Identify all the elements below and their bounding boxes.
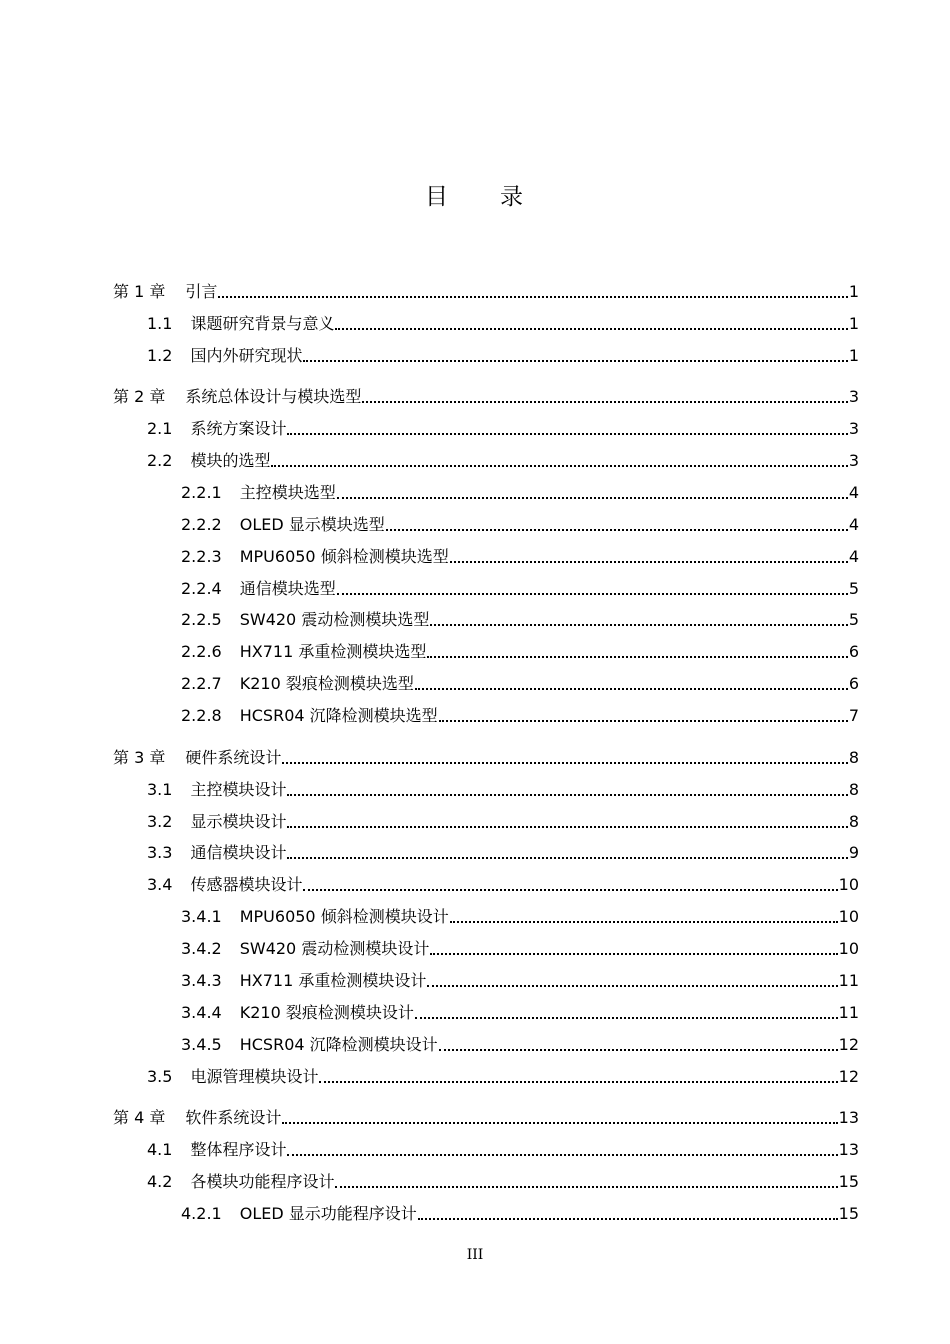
toc-entry[interactable] <box>147 342 859 366</box>
toc-entry[interactable] <box>181 479 859 503</box>
toc-dot-leader <box>362 401 847 403</box>
toc-entry-page: 1 <box>848 314 859 333</box>
toc-dot-leader <box>439 1049 838 1051</box>
toc-entry[interactable] <box>147 447 859 471</box>
toc-entry-label: K210 裂痕检测模块选型 <box>239 674 414 693</box>
toc-entry-number: 3.1 <box>147 780 173 799</box>
toc-entry[interactable] <box>113 744 859 768</box>
toc-dot-leader <box>287 433 847 435</box>
toc-entry-number: 2.1 <box>147 419 173 438</box>
toc-entry-number: 2.2.2 <box>181 515 222 534</box>
toc-entry-label: 整体程序设计 <box>190 1140 287 1159</box>
toc-dot-leader <box>439 720 848 722</box>
toc-entry-page: 8 <box>848 812 859 831</box>
toc-entry[interactable] <box>113 278 859 302</box>
toc-entry-number: 2.2.1 <box>181 483 222 502</box>
toc-entry-label: 传感器模块设计 <box>190 875 303 894</box>
toc-entry-page: 11 <box>838 971 859 990</box>
toc-dot-leader <box>319 1081 837 1083</box>
toc-dot-leader <box>415 1017 838 1019</box>
toc-dot-leader <box>287 1154 837 1156</box>
toc-entry-page: 4 <box>848 547 859 566</box>
toc-entry-page: 13 <box>838 1108 859 1127</box>
toc-entry-number: 3.4.2 <box>181 939 222 958</box>
toc-entry[interactable] <box>147 839 859 863</box>
toc-entry-number: 2.2 <box>147 451 173 470</box>
toc-entry-page: 10 <box>838 939 859 958</box>
toc-entry-label: OLED 显示功能程序设计 <box>239 1204 417 1223</box>
toc-dot-leader <box>427 985 837 987</box>
toc-entry-page: 5 <box>848 610 859 629</box>
toc-dot-leader <box>303 360 847 362</box>
toc-entry-page: 6 <box>848 642 859 661</box>
toc-entry-label: HCSR04 沉降检测模块设计 <box>239 1035 438 1054</box>
toc-entry-page: 3 <box>848 387 859 406</box>
toc-entry[interactable] <box>181 1200 859 1224</box>
toc-entry-number: 2.2.8 <box>181 706 222 725</box>
toc-entry-page: 7 <box>848 706 859 725</box>
toc-entry-page: 12 <box>838 1035 859 1054</box>
toc-dot-leader <box>415 688 848 690</box>
toc-dot-leader <box>430 953 837 955</box>
toc-entry-label: 模块的选型 <box>190 451 271 470</box>
toc-entry[interactable] <box>113 1104 859 1128</box>
toc-entry[interactable] <box>181 935 859 959</box>
toc-entry-page: 15 <box>838 1172 859 1191</box>
toc-entry-label: K210 裂痕检测模块设计 <box>239 1003 414 1022</box>
toc-dot-leader <box>287 857 847 859</box>
toc-dot-leader <box>271 465 847 467</box>
toc-entry[interactable] <box>181 903 859 927</box>
toc-entry-label: 电源管理模块设计 <box>190 1067 319 1086</box>
toc-entry-number: 3.2 <box>147 812 173 831</box>
toc-entry-number: 1.1 <box>147 314 173 333</box>
toc-entry-page: 5 <box>848 579 859 598</box>
toc-entry[interactable] <box>181 606 859 630</box>
toc-entry-label: 系统方案设计 <box>190 419 287 438</box>
toc-entry[interactable] <box>181 575 859 599</box>
toc-entry-page: 4 <box>848 515 859 534</box>
toc-dot-leader <box>287 826 847 828</box>
toc-entry-page: 10 <box>838 907 859 926</box>
toc-entry-label: 显示模块设计 <box>190 812 287 831</box>
toc-entry-page: 6 <box>848 674 859 693</box>
toc-entry-page: 10 <box>838 875 859 894</box>
toc-dot-leader <box>303 889 837 891</box>
toc-entry-page: 8 <box>848 780 859 799</box>
toc-dot-leader <box>337 497 848 499</box>
toc-entry-number: 3.4.1 <box>181 907 222 926</box>
toc-entry-number: 1.2 <box>147 346 173 365</box>
toc-dot-leader <box>450 561 848 563</box>
toc-entry[interactable] <box>147 1136 859 1160</box>
toc-dot-leader <box>427 656 847 658</box>
toc-entry-page: 8 <box>848 748 859 767</box>
toc-entry[interactable] <box>181 670 859 694</box>
toc-entry-page: 9 <box>848 843 859 862</box>
toc-entry-number: 第 2 章 <box>113 387 166 406</box>
toc-entry-label: 主控模块选型 <box>239 483 336 502</box>
toc-entry[interactable] <box>181 511 859 535</box>
toc-entry-label: HX711 承重检测模块选型 <box>239 642 427 661</box>
toc-dot-leader <box>450 921 838 923</box>
toc-entry-page: 3 <box>848 451 859 470</box>
toc-entry-label: 国内外研究现状 <box>190 346 303 365</box>
toc-entry[interactable] <box>181 1031 859 1055</box>
page-title: 目 录 <box>425 184 525 210</box>
toc-entry[interactable] <box>147 310 859 334</box>
toc-entry-number: 2.2.4 <box>181 579 222 598</box>
toc-entry-page: 11 <box>838 1003 859 1022</box>
toc-dot-leader <box>282 1122 837 1124</box>
toc-entry-label: 软件系统设计 <box>185 1108 282 1127</box>
toc-entry-label: SW420 震动检测模块选型 <box>239 610 430 629</box>
toc-entry[interactable] <box>147 808 859 832</box>
toc-entry-number: 2.2.5 <box>181 610 222 629</box>
toc-dot-leader <box>282 762 847 764</box>
toc-entry-label: MPU6050 倾斜检测模块选型 <box>239 547 449 566</box>
toc-entry[interactable] <box>181 543 859 567</box>
toc-entry-page: 1 <box>848 346 859 365</box>
toc-entry-number: 3.4.4 <box>181 1003 222 1022</box>
toc-dot-leader <box>430 624 847 626</box>
toc-entry-number: 4.2 <box>147 1172 173 1191</box>
toc-entry-page: 1 <box>848 282 859 301</box>
toc-entry-label: SW420 震动检测模块设计 <box>239 939 430 958</box>
toc-entry-label: 引言 <box>185 282 218 301</box>
toc-entry[interactable] <box>147 1063 859 1087</box>
toc-entry-number: 第 4 章 <box>113 1108 166 1127</box>
toc-entry-number: 2.2.6 <box>181 642 222 661</box>
toc-entry-number: 3.3 <box>147 843 173 862</box>
toc-entry-label: 各模块功能程序设计 <box>190 1172 335 1191</box>
toc-entry-label: 通信模块选型 <box>239 579 336 598</box>
toc-entry-label: 通信模块设计 <box>190 843 287 862</box>
toc-entry-number: 3.4.3 <box>181 971 222 990</box>
toc-entry-label: HX711 承重检测模块设计 <box>239 971 427 990</box>
toc-entry[interactable] <box>113 383 859 407</box>
toc-entry[interactable] <box>147 1168 859 1192</box>
toc-entry-number: 4.1 <box>147 1140 173 1159</box>
toc-entry-number: 3.4.5 <box>181 1035 222 1054</box>
toc-entry[interactable] <box>181 702 859 726</box>
toc-entry-page: 3 <box>848 419 859 438</box>
toc-entry-label: 主控模块设计 <box>190 780 287 799</box>
toc-entry-number: 3.5 <box>147 1067 173 1086</box>
toc-entry[interactable] <box>181 999 859 1023</box>
toc-dot-leader <box>287 794 847 796</box>
toc-entry[interactable] <box>147 871 859 895</box>
toc-entry-label: OLED 显示模块选型 <box>239 515 385 534</box>
toc-entry[interactable] <box>147 415 859 439</box>
toc-entry-page: 12 <box>838 1067 859 1086</box>
toc-entry-label: 系统总体设计与模块选型 <box>185 387 362 406</box>
toc-entry-number: 第 1 章 <box>113 282 166 301</box>
toc-dot-leader <box>386 529 848 531</box>
toc-dot-leader <box>418 1218 838 1220</box>
toc-dot-leader <box>335 328 847 330</box>
toc-entry-label: HCSR04 沉降检测模块选型 <box>239 706 438 725</box>
toc-entry-label: MPU6050 倾斜检测模块设计 <box>239 907 449 926</box>
page-number: III <box>466 1247 484 1263</box>
toc-dot-leader <box>337 593 848 595</box>
toc-dot-leader <box>218 296 847 298</box>
toc-entry-number: 2.2.7 <box>181 674 222 693</box>
toc-entry-number: 3.4 <box>147 875 173 894</box>
toc-entry[interactable] <box>181 967 859 991</box>
toc-entry[interactable] <box>147 776 859 800</box>
toc-entry-number: 2.2.3 <box>181 547 222 566</box>
toc-entry-page: 4 <box>848 483 859 502</box>
toc-entry-label: 课题研究背景与意义 <box>190 314 335 333</box>
toc-entry-number: 4.2.1 <box>181 1204 222 1223</box>
toc-entry-label: 硬件系统设计 <box>185 748 282 767</box>
toc-dot-leader <box>335 1186 837 1188</box>
toc-entry-page: 15 <box>838 1204 859 1223</box>
toc-entry-page: 13 <box>838 1140 859 1159</box>
toc-entry[interactable] <box>181 638 859 662</box>
toc-entry-number: 第 3 章 <box>113 748 166 767</box>
